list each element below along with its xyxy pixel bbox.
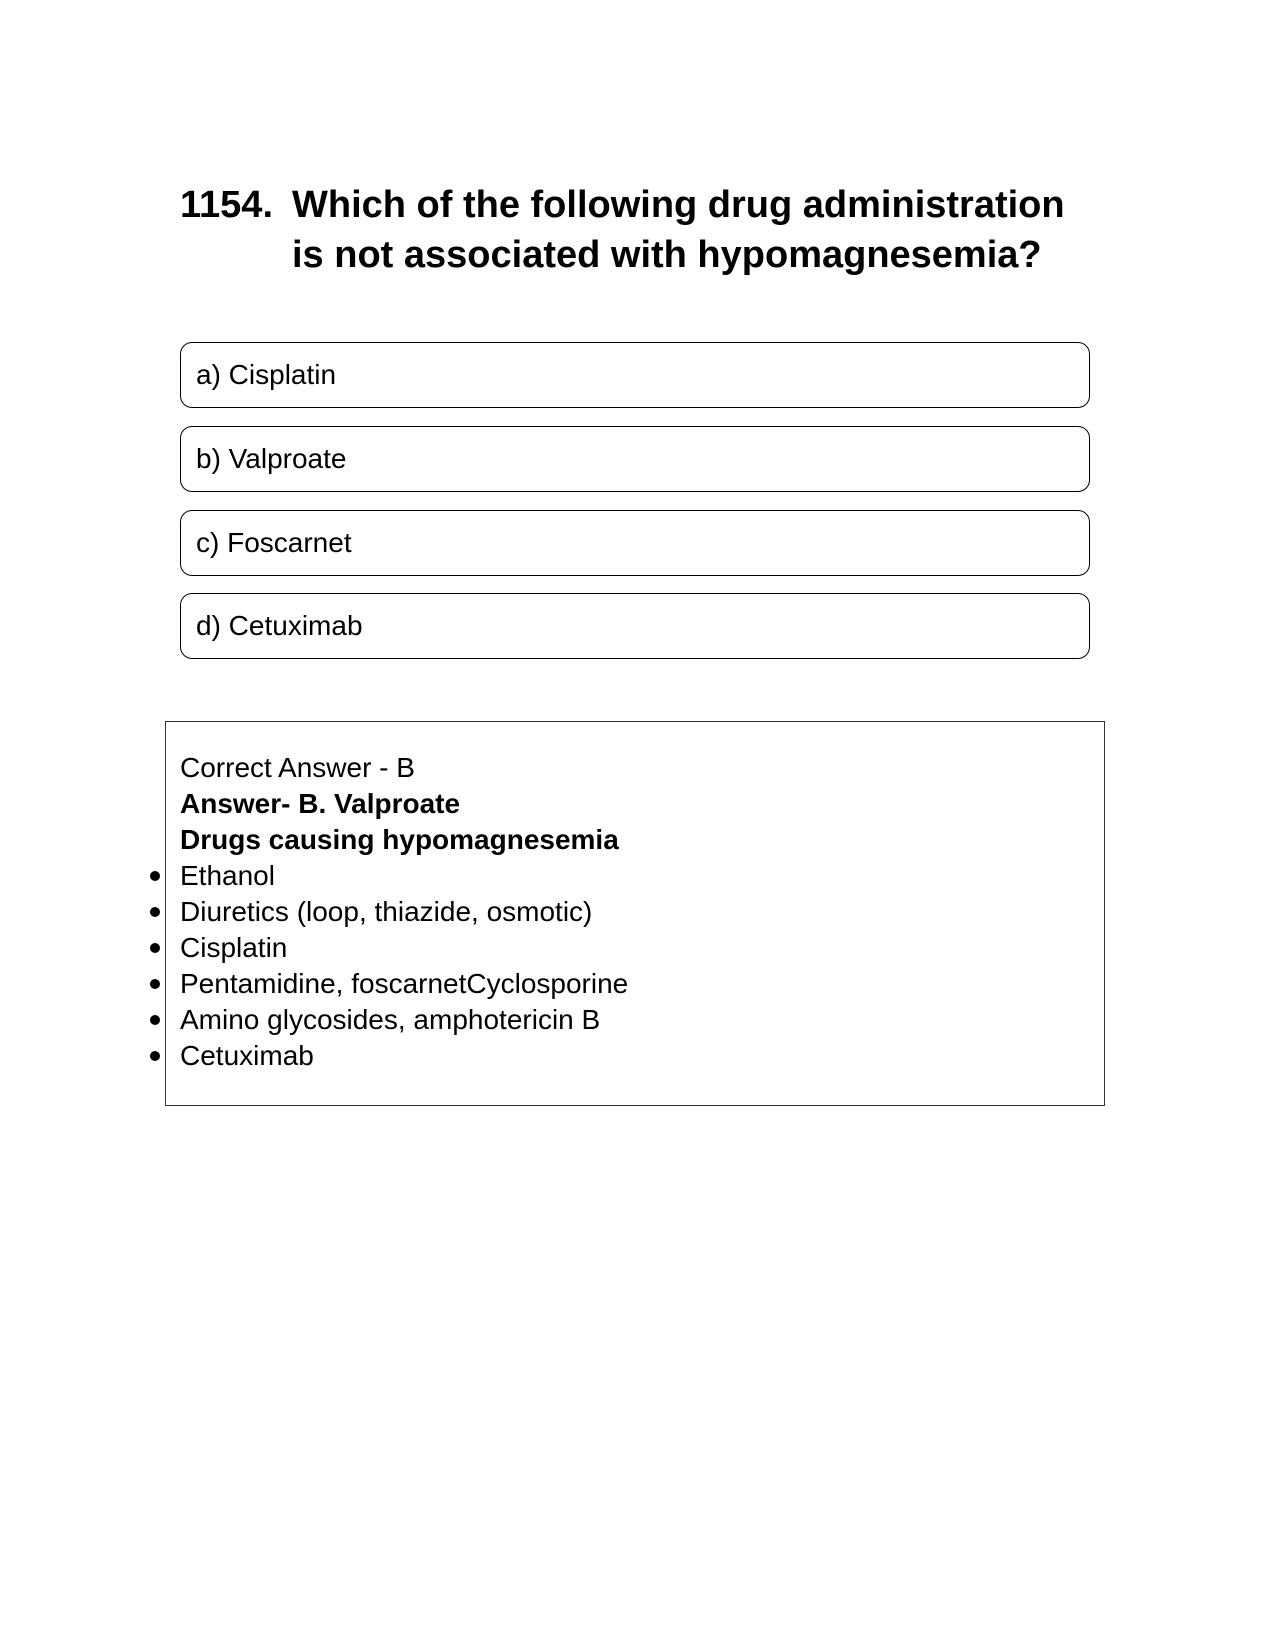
drug-list [180, 858, 1080, 1074]
list-item-text: Cetuximab [180, 1040, 314, 1071]
bullet-icon [150, 907, 160, 917]
option-a[interactable]: a) Cisplatin [180, 342, 1090, 408]
bullet-icon [150, 979, 160, 989]
answer-subheading: Drugs causing hypomagnesemia [180, 824, 619, 855]
list-item [180, 894, 1080, 930]
list-item [180, 930, 1080, 966]
option-c[interactable]: c) Foscarnet [180, 510, 1090, 576]
option-b[interactable]: b) Valproate [180, 426, 1090, 492]
question-text: Which of the following drug administration is not associated with hypomagnesemia? [292, 184, 1065, 276]
question-heading [180, 180, 1080, 280]
bullet-icon [150, 1015, 160, 1025]
option-d[interactable]: d) Cetuximab [180, 593, 1090, 659]
list-item-text: Diuretics (loop, thiazide, osmotic) [180, 896, 593, 927]
list-item-text: Ethanol [180, 860, 275, 891]
bullet-icon [150, 943, 160, 953]
list-item [180, 966, 1080, 1002]
question-number: 1154. [180, 184, 273, 226]
correct-answer-text: Correct Answer - B [180, 752, 415, 783]
answer-explanation [180, 750, 1080, 1074]
list-item-text: Amino glycosides, amphotericin B [180, 1004, 601, 1035]
list-item [180, 1002, 1080, 1038]
list-item-text: Pentamidine, foscarnetCyclosporine [180, 968, 629, 999]
list-item [180, 1038, 1080, 1074]
list-item-text: Cisplatin [180, 932, 288, 963]
list-item [180, 858, 1080, 894]
bullet-icon [150, 871, 160, 881]
answer-heading: Answer- B. Valproate [180, 788, 461, 819]
bullet-icon [150, 1051, 160, 1061]
